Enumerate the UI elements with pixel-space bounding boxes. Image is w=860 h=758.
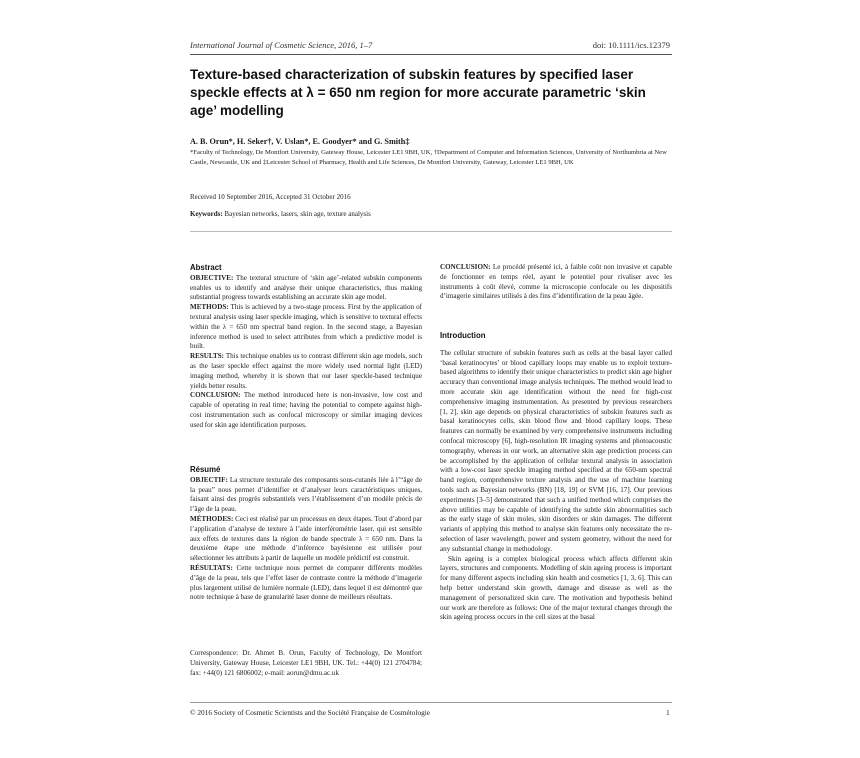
copyright-notice: © 2016 Society of Cosmetic Scientists and the Société Française de Cosmétologie [190, 708, 431, 717]
results-label: RESULTS: [190, 352, 225, 361]
resultats-label: RÉSULTATS: [190, 563, 233, 572]
objectif-text: La structure texturale des composants sous-cutanés liée à l’“âge de la peau” nous permet d’identifier et d’analyser leurs caractéristiques uniques, faisant ainsi des progrès substantiels vers l’établissement d’un modèle précis de l’âge de la peau. [190, 475, 422, 514]
abstract-objective [190, 274, 422, 303]
resume-heading: Résumé [190, 465, 221, 474]
abstract-section [190, 263, 422, 431]
intro-paragraph-2: Skin ageing is a complex biological process which affects different skin layers, structures and components. Modelling of skin ageing process is important for many different aspects including skin health and cosmetics [1, 3, 6]. This can help better understand skin growth, damage and disease as well as the management of personalized skin care. The motivation and hypothesis behind our work are therefore as follows: One of the major textural changes through the skin ageing process occurs in the cell sizes at the basal [440, 554, 672, 622]
conclusion-label: CONCLUSION: [190, 391, 241, 400]
introduction-heading: Introduction [440, 331, 486, 340]
abstract-methods [190, 303, 422, 352]
correspondence-note: Correspondence: Dr. Ahmet B. Orun, Faculty of Technology, De Montfort University, Gateway House, Leicester LE1 9BH, UK. Tel.: +44(0) 121 2704784; fax: +44(0) 121 6806002; e-mail: aorun@dmu.ac.uk [190, 649, 422, 677]
resume-conclusion [440, 263, 672, 302]
objective-label: OBJECTIVE: [190, 273, 234, 282]
author-list: A. B. Orun*, H. Seker†, V. Uslan*, E. Goodyer* and G. Smith‡ [190, 137, 410, 146]
methods-label: METHODS: [190, 303, 229, 312]
article-title: Texture-based characterization of subskin features by specified laser speckle effects at λ = 650 nm region for more accurate parametric ‘skin age’ modelling [190, 67, 646, 118]
conclusion-text: The method introduced here is non-invasive, low cost and capable of operating in real time; having the potential to compete against high-cost instrumentation such as confocal microscopy or similar imaging devices used for skin age identification purposes. [190, 391, 422, 429]
affiliations: *Faculty of Technology, De Montfort University, Gateway House, Leicester LE1 9BH, UK, †Department of Computer and Information Sciences, University of Northumbria at New Castle, Newcastle, UK and ‡Leicester School of Pharmacy, Health and Life Sciences, De Montfort University, Gateway, Leicester LE1 9BH, UK [190, 149, 667, 166]
footer-rule [190, 702, 672, 703]
abstract-heading: Abstract [190, 263, 222, 272]
resultats-text: Cette technique nous permet de comparer différents modèles d’âge de la peau, tels que l’effet laser de contraste contre la méthode d’imagerie plus largement utilisé de lumière normale (LED), dans lequel il est démontré que notre technique à base de granularité laser donne de meilleurs résultats. [190, 563, 422, 602]
resume-section [190, 465, 422, 603]
methods-text: This is achieved by a two-stage process. First by the application of textural analysis using laser speckle imaging, which is sensitive to textural effects within the λ = 650 nm spectral band region. In the second stage, a Bayesian inference method is used to select attributes from which a predictive model is built. [190, 303, 422, 351]
intro-paragraph-1: The cellular structure of subskin features such as cells at the basal layer called ‘basal keratinocytes’ or blood capillary loops may enable us to exploit texture-based algorithms to identify their unique characteristics to predict skin age higher accuracy than conventional image analysis techniques. The method would lead to more accurate skin age identification without the need for high-cost comprehensive imaging instrumentation. As presented by previous researchers [1, 2], skin age depends on physical characteristics of subskin features such as basal keratinocytes cells, skin blood flow and blood capillary loops. These features can normally be examined by very comprehensive instruments including confocal microscopy [6], high-resolution IR imaging systems and photoacoustic tomography, whereas in our work, an alternative skin age prediction process can be accomplished by the application of cellular textural analysis in association with a low-cost laser speckle imaging method specified at the 650-nm spectral band region, comprehensive texture analysis and the use of machine learning tools such as Bayesian networks (BN) [18, 19] or SVM [16, 17]. Our previous experiments [3–5] demonstrated that such a unified method which comprises the above utilities may be capable of identifying the subtle skin abnormalities such as the early stage of skin moles, skin disorders or skin damages. The different variants of applying this method to analyse skin features only necessitate the re-selection of laser wavelength, power and system geometry, without the need for any substantial change in methodology. [440, 348, 672, 553]
abstract-results [190, 352, 422, 391]
header-rule [190, 54, 672, 55]
methodes-label: MÉTHODES: [190, 514, 234, 523]
objectif-label: OBJECTIF: [190, 475, 228, 484]
journal-citation: International Journal of Cosmetic Science, 2016, 1–7 [190, 40, 373, 50]
keywords-text: Bayesian networks, lasers, skin age, texture analysis [224, 210, 371, 218]
page-number: 1 [666, 708, 670, 717]
doi[interactable]: doi: 10.1111/ics.12379 [592, 40, 670, 50]
resume-resultats [190, 564, 422, 603]
resume-objectif [190, 476, 422, 515]
objective-text: The textural structure of ‘skin age’-related subskin components enables us to identify and analyse their unique characteristics, thus making substantial progress towards establishing an accurate skin age model. [190, 273, 422, 302]
methodes-text: Ceci est réalisé par un processus en deux étapes. Tout d’abord par l’application d’analyse de texture à l’aide interférométrie laser, qui est sensible aux effets de textures dans la région de bande spectrale λ = 650 nm. Dans la deuxième étape une méthode d’inférence bayésienne est utilisée pour sélectionner les attributs à partir de laquelle un modèle prédictif est construit. [190, 514, 422, 563]
resume-methodes [190, 515, 422, 564]
abstract-conclusion [190, 391, 422, 430]
results-text: This technique enables us to contrast different skin age models, such as the laser speckle effect against the more widely used normal light (LED) imaging method, whereby it is shown that our laser speckle-based technique yields better results. [190, 352, 422, 390]
received-dates: Received 10 September 2016, Accepted 31 October 2016 [190, 193, 351, 201]
meta-rule [190, 231, 672, 232]
keywords-label: Keywords: [190, 210, 223, 218]
right-conclusion-label: CONCLUSION: [440, 263, 491, 271]
introduction-section [440, 331, 672, 623]
keywords [190, 210, 371, 218]
right-conclusion-text: Le procédé présenté ici, à faible coût non invasive et capable de fonctionner en temps réel, ayant le potentiel pour rivaliser avec les instruments à coût élevé, comme la microscopie confocale ou les dispositifs d’imagerie similaires utilisés à des fins d’identification de la peau âgée. [440, 263, 672, 301]
